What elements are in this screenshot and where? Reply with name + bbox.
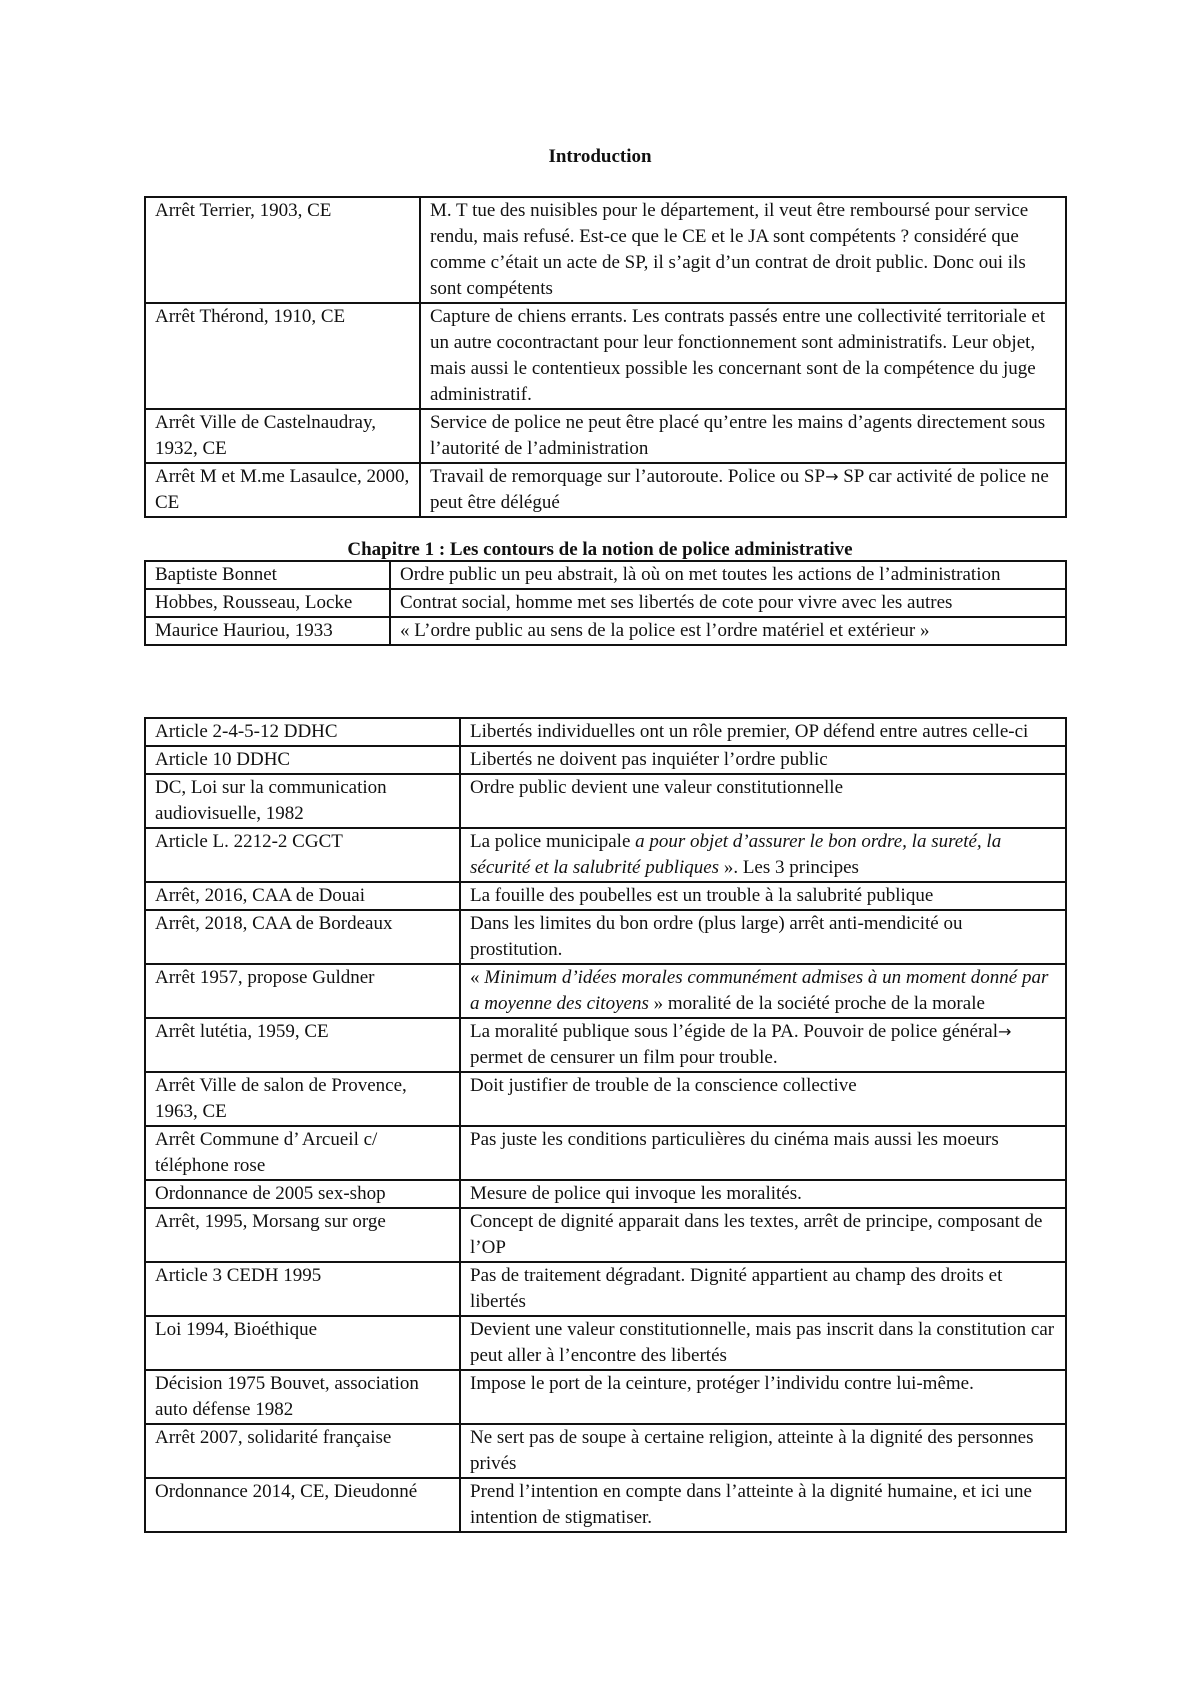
reference-cell: Article 3 CEDH 1995	[145, 1262, 460, 1316]
case-cell: Arrêt M et M.me Lasaulce, 2000, CE	[145, 463, 420, 517]
table-row	[145, 1478, 1066, 1532]
reference-cell: Article 10 DDHC	[145, 746, 460, 774]
table-row	[145, 910, 1066, 964]
table-row	[145, 1018, 1066, 1072]
table-row	[145, 964, 1066, 1018]
summary-cell: Impose le port de la ceinture, protéger l’individu contre lui-même.	[460, 1370, 1066, 1424]
reference-cell: Arrêt, 2016, CAA de Douai	[145, 882, 460, 910]
summary-cell: Libertés ne doivent pas inquiéter l’ordre public	[460, 746, 1066, 774]
summary-cell: Pas de traitement dégradant. Dignité appartient au champ des droits et libertés	[460, 1262, 1066, 1316]
arrow-icon: →	[998, 1022, 1012, 1041]
quoted-text: a pour objet d’assurer le bon ordre, la sureté, la sécurité et la salubrité publiques	[470, 831, 1002, 878]
reference-cell: Article L. 2212-2 CGCT	[145, 828, 460, 882]
reference-cell: Ordonnance 2014, CE, Dieudonné	[145, 1478, 460, 1532]
table-row	[145, 828, 1066, 882]
summary-cell: « L’ordre public au sens de la police est l’ordre matériel et extérieur »	[390, 617, 1066, 645]
reference-cell: Décision 1975 Bouvet, association auto défense 1982	[145, 1370, 460, 1424]
case-cell: Arrêt Ville de Castelnaudray, 1932, CE	[145, 409, 420, 463]
table-row	[145, 1424, 1066, 1478]
summary-text: «	[470, 967, 485, 988]
table-row	[145, 589, 1066, 617]
table-row	[145, 1316, 1066, 1370]
reference-cell: Arrêt 2007, solidarité française	[145, 1424, 460, 1478]
summary-cell: Dans les limites du bon ordre (plus large) arrêt anti-mendicité ou prostitution.	[460, 910, 1066, 964]
summary-cell: Mesure de police qui invoque les moralités.	[460, 1180, 1066, 1208]
author-cell: Maurice Hauriou, 1933	[145, 617, 390, 645]
summary-text: » moralité de la société proche de la morale	[648, 993, 985, 1014]
summary-cell: Service de police ne peut être placé qu’entre les mains d’agents directement sous l’autorité de l’administration	[420, 409, 1066, 463]
reference-cell: Arrêt Commune d’ Arcueil c/ téléphone rose	[145, 1126, 460, 1180]
summary-text: La moralité publique sous l’égide de la PA. Pouvoir de police général	[470, 1021, 999, 1042]
table-row	[145, 882, 1066, 910]
reference-cell: DC, Loi sur la communication audiovisuelle, 1982	[145, 774, 460, 828]
intro-table	[144, 196, 1067, 518]
reference-cell: Loi 1994, Bioéthique	[145, 1316, 460, 1370]
author-cell: Hobbes, Rousseau, Locke	[145, 589, 390, 617]
arrow-icon: →	[825, 467, 839, 486]
table-row	[145, 617, 1066, 645]
summary-cell: Ordre public devient une valeur constitutionnelle	[460, 774, 1066, 828]
summary-text: La police municipale	[470, 831, 636, 852]
table-row	[145, 409, 1066, 463]
reference-cell: Arrêt, 1995, Morsang sur orge	[145, 1208, 460, 1262]
table-row	[145, 746, 1066, 774]
table-row	[145, 197, 1066, 303]
chapter-heading: Chapitre 1 : Les contours de la notion de police administrative	[347, 539, 853, 560]
summary-cell: Contrat social, homme met ses libertés de cote pour vivre avec les autres	[390, 589, 1066, 617]
summary-cell	[460, 1018, 1066, 1072]
summary-text: permet de censurer un film pour trouble.	[470, 1047, 778, 1068]
reference-cell: Arrêt lutétia, 1959, CE	[145, 1018, 460, 1072]
articles-table	[144, 717, 1067, 1533]
summary-cell: Concept de dignité apparait dans les textes, arrêt de principe, composant de l’OP	[460, 1208, 1066, 1262]
summary-cell: Capture de chiens errants. Les contrats passés entre une collectivité territoriale et un autre cocontractant pour leur fonctionnement sont administratifs. Leur objet, mais aussi le contentieux possible les concernant sont de la compétence du juge administratif.	[420, 303, 1066, 409]
summary-cell: M. T tue des nuisibles pour le département, il veut être remboursé pour service rendu, mais refusé. Est-ce que le CE et le JA sont compétents ? considéré que comme c’était un acte de SP, il s’agit d’un contrat de droit public. Donc oui ils sont compétents	[420, 197, 1066, 303]
reference-cell: Ordonnance de 2005 sex-shop	[145, 1180, 460, 1208]
table-row	[145, 774, 1066, 828]
summary-cell	[460, 964, 1066, 1018]
summary-cell	[460, 828, 1066, 882]
summary-text: ». Les 3 principes	[719, 857, 859, 878]
table-row	[145, 1180, 1066, 1208]
quoted-text: Minimum d’idées morales communément admises à un moment donné par a moyenne des citoyens	[470, 967, 1049, 1014]
reference-cell: Arrêt 1957, propose Guldner	[145, 964, 460, 1018]
summary-cell: Ordre public un peu abstrait, là où on met toutes les actions de l’administration	[390, 561, 1066, 589]
table-row	[145, 1072, 1066, 1126]
summary-cell	[420, 463, 1066, 517]
summary-cell: Pas juste les conditions particulières du cinéma mais aussi les moeurs	[460, 1126, 1066, 1180]
intro-heading: Introduction	[548, 146, 652, 167]
case-cell: Arrêt Terrier, 1903, CE	[145, 197, 420, 303]
summary-cell: Ne sert pas de soupe à certaine religion, atteinte à la dignité des personnes privés	[460, 1424, 1066, 1478]
summary-cell: Devient une valeur constitutionnelle, mais pas inscrit dans la constitution car peut aller à l’encontre des libertés	[460, 1316, 1066, 1370]
case-cell: Arrêt Thérond, 1910, CE	[145, 303, 420, 409]
author-cell: Baptiste Bonnet	[145, 561, 390, 589]
reference-cell: Article 2-4-5-12 DDHC	[145, 718, 460, 746]
table-row	[145, 1370, 1066, 1424]
table-row	[145, 561, 1066, 589]
table-row	[145, 463, 1066, 517]
summary-cell: Prend l’intention en compte dans l’atteinte à la dignité humaine, et ici une intention de stigmatiser.	[460, 1478, 1066, 1532]
summary-text: SP car activité de police ne peut être délégué	[430, 466, 1049, 513]
chapter1-table	[144, 560, 1067, 646]
summary-cell: La fouille des poubelles est un trouble à la salubrité publique	[460, 882, 1066, 910]
table-row	[145, 718, 1066, 746]
summary-cell: Doit justifier de trouble de la conscience collective	[460, 1072, 1066, 1126]
summary-text: Travail de remorquage sur l’autoroute. Police ou SP	[430, 466, 826, 487]
table-row	[145, 1208, 1066, 1262]
table-row	[145, 1262, 1066, 1316]
table-row	[145, 1126, 1066, 1180]
summary-cell: Libertés individuelles ont un rôle premier, OP défend entre autres celle-ci	[460, 718, 1066, 746]
table-row	[145, 303, 1066, 409]
reference-cell: Arrêt, 2018, CAA de Bordeaux	[145, 910, 460, 964]
reference-cell: Arrêt Ville de salon de Provence, 1963, CE	[145, 1072, 460, 1126]
